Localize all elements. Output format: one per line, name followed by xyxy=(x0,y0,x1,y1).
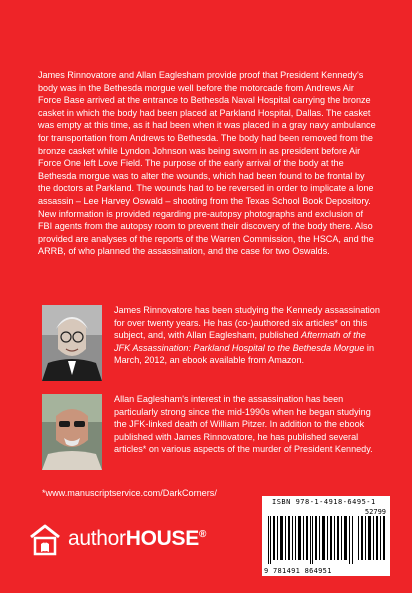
author-bio-text-eaglesham: Allan Eaglesham's interest in the assassination has been particularly strong since the mid-1990s when he began studying the JFK-linked death of William Pitzer. In addition to the ebook published with James Rinnovatore, he has published several articles* on various aspects of the murder of President Kennedy. xyxy=(114,394,373,455)
author-photo-rinnovatore xyxy=(42,305,102,381)
price-barcode-bars xyxy=(358,516,386,560)
publisher-logo xyxy=(28,519,206,559)
author-photo-eaglesham xyxy=(42,394,102,470)
authorhouse-house-icon xyxy=(28,522,62,556)
author-bio-text-rinnovatore: James Rinnovatore has been studying the Kennedy assassination for over twenty years. He has (co-)authored six articles* on this subject, and, with Allan Eaglesham, published Aftermath of the JFK Assassination: Parkland Hospital to the Bethesda Morgue in March, 2012, an ebook available from Amazon. xyxy=(114,305,380,366)
isbn-number: ISBN 978-1-4918-6495-1 xyxy=(272,498,376,506)
book-description: James Rinnovatore and Allan Eaglesham provide proof that President Kennedy's body was in the Bethesda morgue well before the motorcade from Andrews Air Force Base arrived at the entrance to Bethesda Naval Hospital carrying the bronze casket in which the body had been placed at Parkland Hospital, Dallas. The casket was empty at this time, as it had been when it was placed in a gray navy ambulance for transportation from Andrews to Bethesda. The body had been removed from the bronze casket while Lyndon Johnson was being sworn in as president before Air Force One left Love Field. The purpose of the early arrival of the body at the Bethesda morgue was to alter the wounds, which had been found to be frontal by the doctors at Parkland. The wounds had to be reversed in order to implicate a lone assassin – Lee Harvey Oswald – shooting from the Texas School Book Depository. New information is provided regarding pre-autopsy photographs and exclusion of FBI agents from the autopsy room to prevent their discovery of the body there. Also provided are analyses of the reports of the Warren Commission, the HSCA, and the ARRB, of who planned the assassination, and the case for two Oswalds. xyxy=(38,70,376,257)
ean-barcode-bars xyxy=(268,516,354,564)
publisher-name: authorHOUSE® xyxy=(68,527,207,550)
isbn-barcode xyxy=(262,496,390,576)
barcode-digits: 9 781491 864951 xyxy=(264,567,332,575)
book-title-aftermath: Aftermath of the JFK Assassination: Parkland Hospital to the Bethesda Morgue xyxy=(114,330,366,353)
footnote-url: *www.manuscriptservice.com/DarkCorners/ xyxy=(42,488,217,498)
price-code: 52799 xyxy=(364,508,386,516)
